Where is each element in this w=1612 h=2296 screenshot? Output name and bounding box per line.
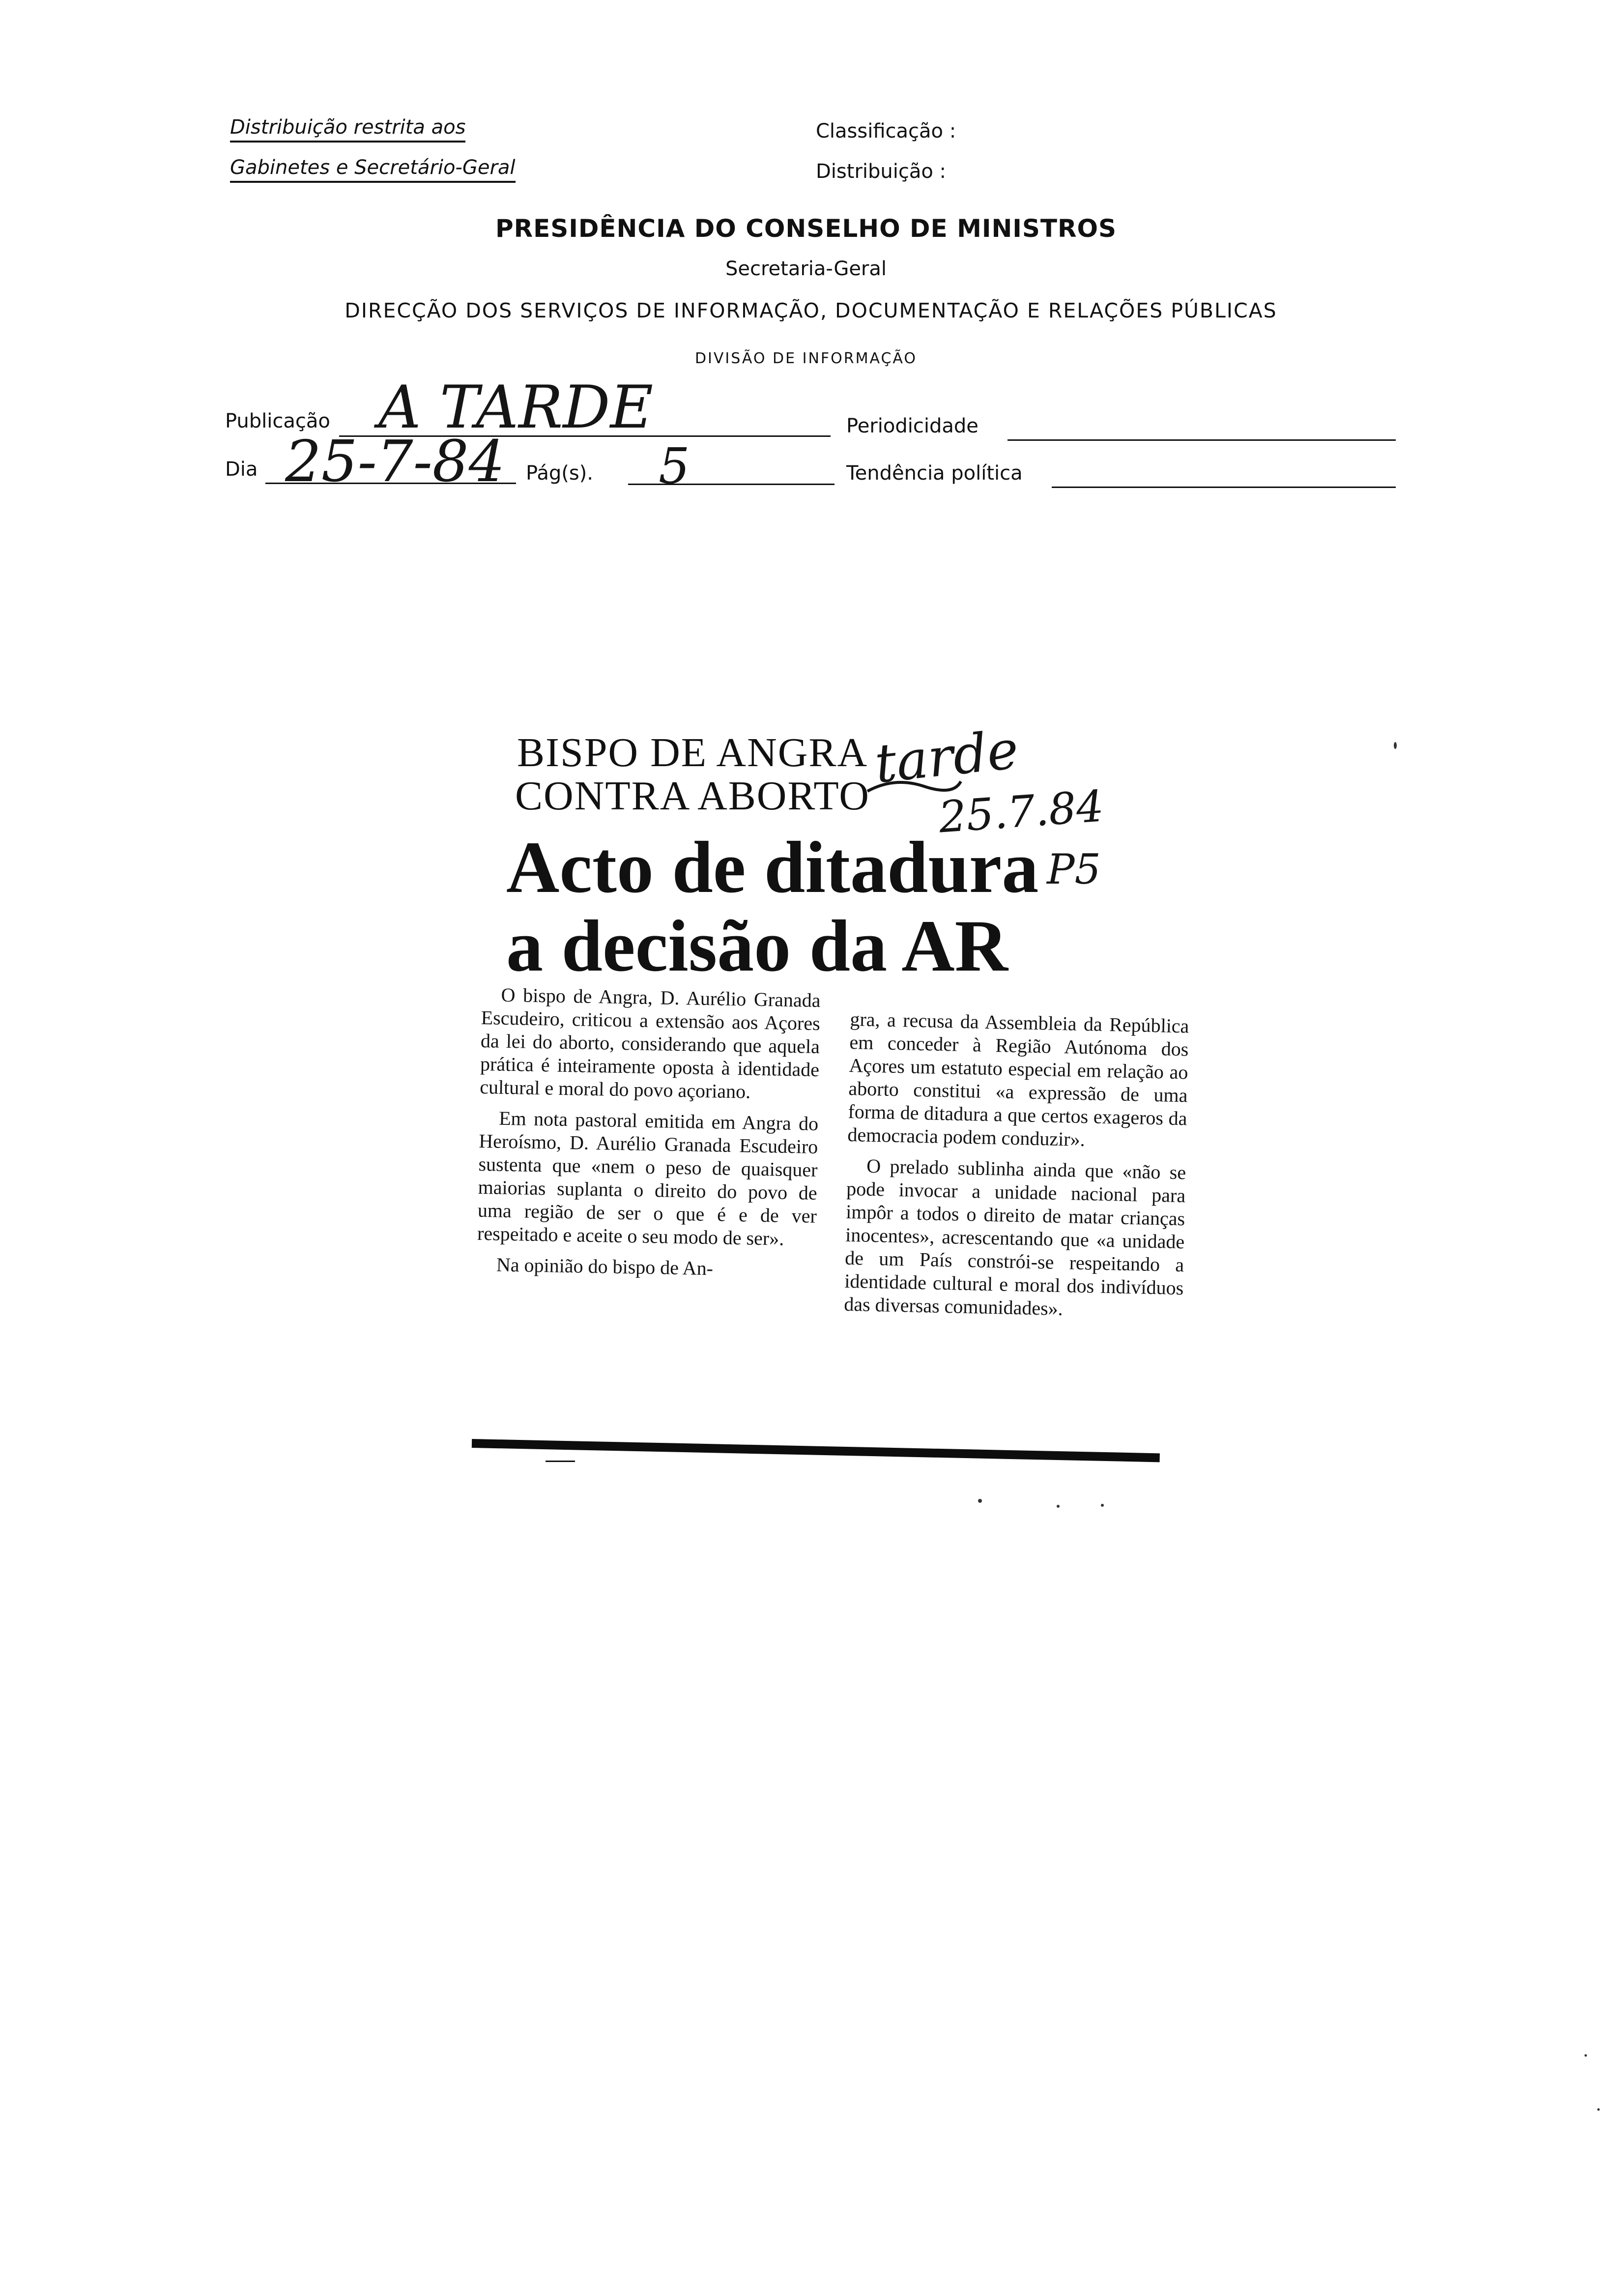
org-title: PRESIDÊNCIA DO CONSELHO DE MINISTROS [495,214,1117,243]
org-subtitle: Secretaria-Geral [725,258,887,280]
periodicidade-line [1008,439,1396,441]
publicacao-label: Publicação [225,410,330,432]
annotation-page: P5 [1047,845,1101,893]
article-paragraph: Na opinião do bispo de An- [496,1253,714,1280]
article-paragraph: gra, a recusa da Assembleia da República em conceder à Região Autónoma dos Açores um estatuto especial em relação ao aborto constitui «a expressão de uma forma de ditadura a que certos exageros da democracia podem conduzir». [847,1007,1189,1151]
scan-speck [1597,2108,1600,2111]
pags-label: Pág(s). [526,462,593,485]
distribuicao-label: Distribuição : [816,160,947,183]
tendencia-label: Tendência política [846,462,1023,485]
restricted-distribution-line1: Distribuição restrita aos [230,116,465,143]
division-title: DIVISÃO DE INFORMAÇÃO [694,350,918,367]
dia-label: Dia [225,458,258,481]
headline-line1: Acto de ditadura [506,827,1039,908]
directorate-title: DIRECÇÃO DOS SERVIÇOS DE INFORMAÇÃO, DOCUMENTAÇÃO E RELAÇÕES PÚBLICAS [345,299,1277,322]
pags-handwritten-value: 5 [659,437,690,495]
scan-speck [1584,2054,1587,2057]
article-column-2 [844,1007,1189,1330]
headline-line2: a decisão da AR [506,905,1008,987]
publicacao-handwritten-value: A TARDE [378,373,654,442]
annotation-newspaper: tarde [872,719,1022,795]
scan-speck [1057,1505,1060,1508]
clipping-edge-mark [546,1461,575,1462]
kicker-line2: CONTRA ABORTO [515,773,870,819]
kicker-line1: BISPO DE ANGRA [517,730,868,775]
annotation-date: 25.7.84 [937,780,1106,843]
annotation-stroke-icon [865,772,963,801]
scan-speck [978,1499,982,1503]
article-paragraph: O bispo de Angra, D. Aurélio Granada Escudeiro, criticou a extensão aos Açores da lei do aborto, considerando que aquela prática é inteiramente oposta à identidade cultural e moral do povo açoriano. [479,983,821,1103]
scan-speck [1394,742,1397,749]
clipping-bottom-rule [472,1439,1160,1462]
restricted-distribution-line2: Gabinetes e Secretário-Geral [230,156,516,183]
article-column-1 [476,983,821,1290]
scan-speck [1101,1504,1104,1507]
article-paragraph: Em nota pastoral emitida em Angra do Heroísmo, D. Aurélio Granada Escudeiro sustenta que «nem o peso de quaisquer maiorias suplanta o direito do povo de uma região de ser o que é e de ver respeitado e aceite o seu modo de ser». [477,1107,819,1250]
periodicidade-label: Periodicidade [846,415,979,437]
dia-handwritten-value: 25-7-84 [285,429,505,495]
classificacao-label: Classificação : [816,120,956,143]
article-paragraph: O prelado sublinha ainda que «não se pode invocar a unidade nacional para impôr a todos o direito de matar crianças inocentes», acrescentando que «a unidade de um País constrói-se respeitando a identidade cultural e moral dos indivíduos das diversas comunidades». [843,1154,1186,1320]
tendencia-line [1052,487,1396,488]
